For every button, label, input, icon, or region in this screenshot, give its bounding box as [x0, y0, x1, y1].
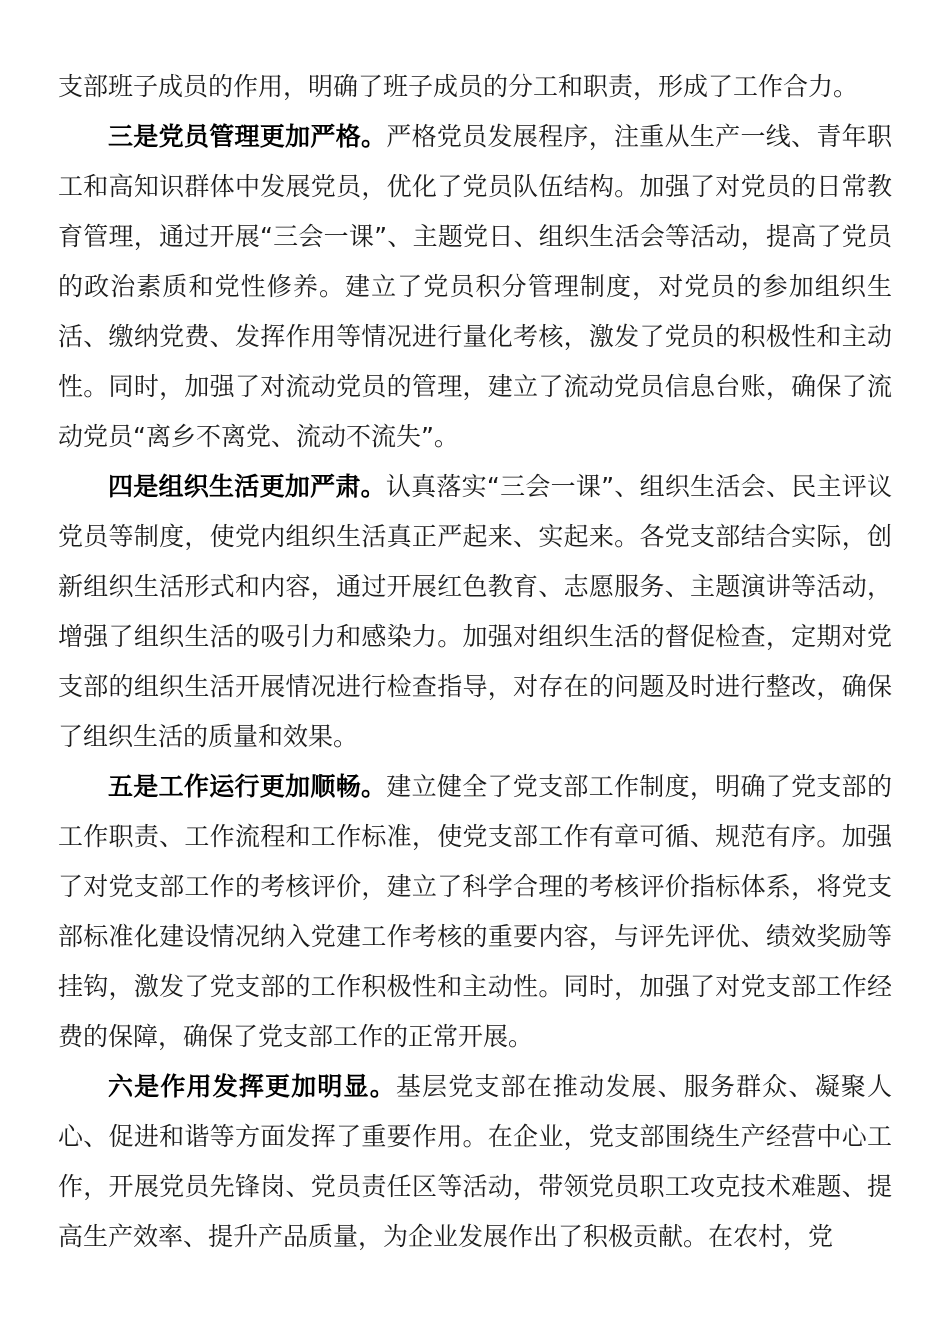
paragraph-heading: 四是组织生活更加严肃。	[108, 472, 386, 501]
paragraph-role-played	[58, 1062, 892, 1262]
paragraph-heading: 五是工作运行更加顺畅。	[108, 772, 387, 801]
paragraph-heading: 六是作用发挥更加明显。	[108, 1072, 396, 1101]
paragraph-text: 严格党员发展程序，注重从生产一线、青年职工和高知识群体中发展党员，优化了党员队伍结构。加强了对党员的日常教育管理，通过开展“三会一课”、主题党日、组织生活会等活动，提高了党员的政治素质和党性修养。建立了党员积分管理制度，对党员的参加组织生活、缴纳党费、发挥作用等情况进行量化考核，激发了党员的积极性和主动性。同时，加强了对流动党员的管理，建立了流动党员信息台账，确保了流动党员“离乡不离党、流动不流失”。	[58, 122, 892, 451]
paragraph-party-member-management	[58, 112, 892, 462]
paragraph-text: 支部班子成员的作用，明确了班子成员的分工和职责，形成了工作合力。	[58, 72, 859, 101]
paragraph-organizational-life	[58, 462, 892, 762]
paragraph-text: 基层党支部在推动发展、服务群众、凝聚人心、促进和谐等方面发挥了重要作用。在企业，党支部围绕生产经营中心工作，开展党员先锋岗、党员责任区等活动，带领党员职工攻克技术难题、提高生产效率、提升产品质量，为企业发展作出了积极贡献。在农村，党	[58, 1072, 892, 1251]
paragraph-continuation	[58, 62, 892, 112]
document-page	[58, 62, 892, 1262]
paragraph-heading: 三是党员管理更加严格。	[108, 122, 387, 151]
paragraph-text: 建立健全了党支部工作制度，明确了党支部的工作职责、工作流程和工作标准，使党支部工作有章可循、规范有序。加强了对党支部工作的考核评价，建立了科学合理的考核评价指标体系，将党支部标准化建设情况纳入党建工作考核的重要内容，与评先评优、绩效奖励等挂钩，激发了党支部的工作积极性和主动性。同时，加强了对党支部工作经费的保障，确保了党支部工作的正常开展。	[58, 772, 892, 1051]
paragraph-work-operation	[58, 762, 892, 1062]
paragraph-text: 认真落实“三会一课”、组织生活会、民主评议党员等制度，使党内组织生活真正严起来、实起来。各党支部结合实际，创新组织生活形式和内容，通过开展红色教育、志愿服务、主题演讲等活动，增强了组织生活的吸引力和感染力。加强对组织生活的督促检查，定期对党支部的组织生活开展情况进行检查指导，对存在的问题及时进行整改，确保了组织生活的质量和效果。	[58, 472, 892, 751]
